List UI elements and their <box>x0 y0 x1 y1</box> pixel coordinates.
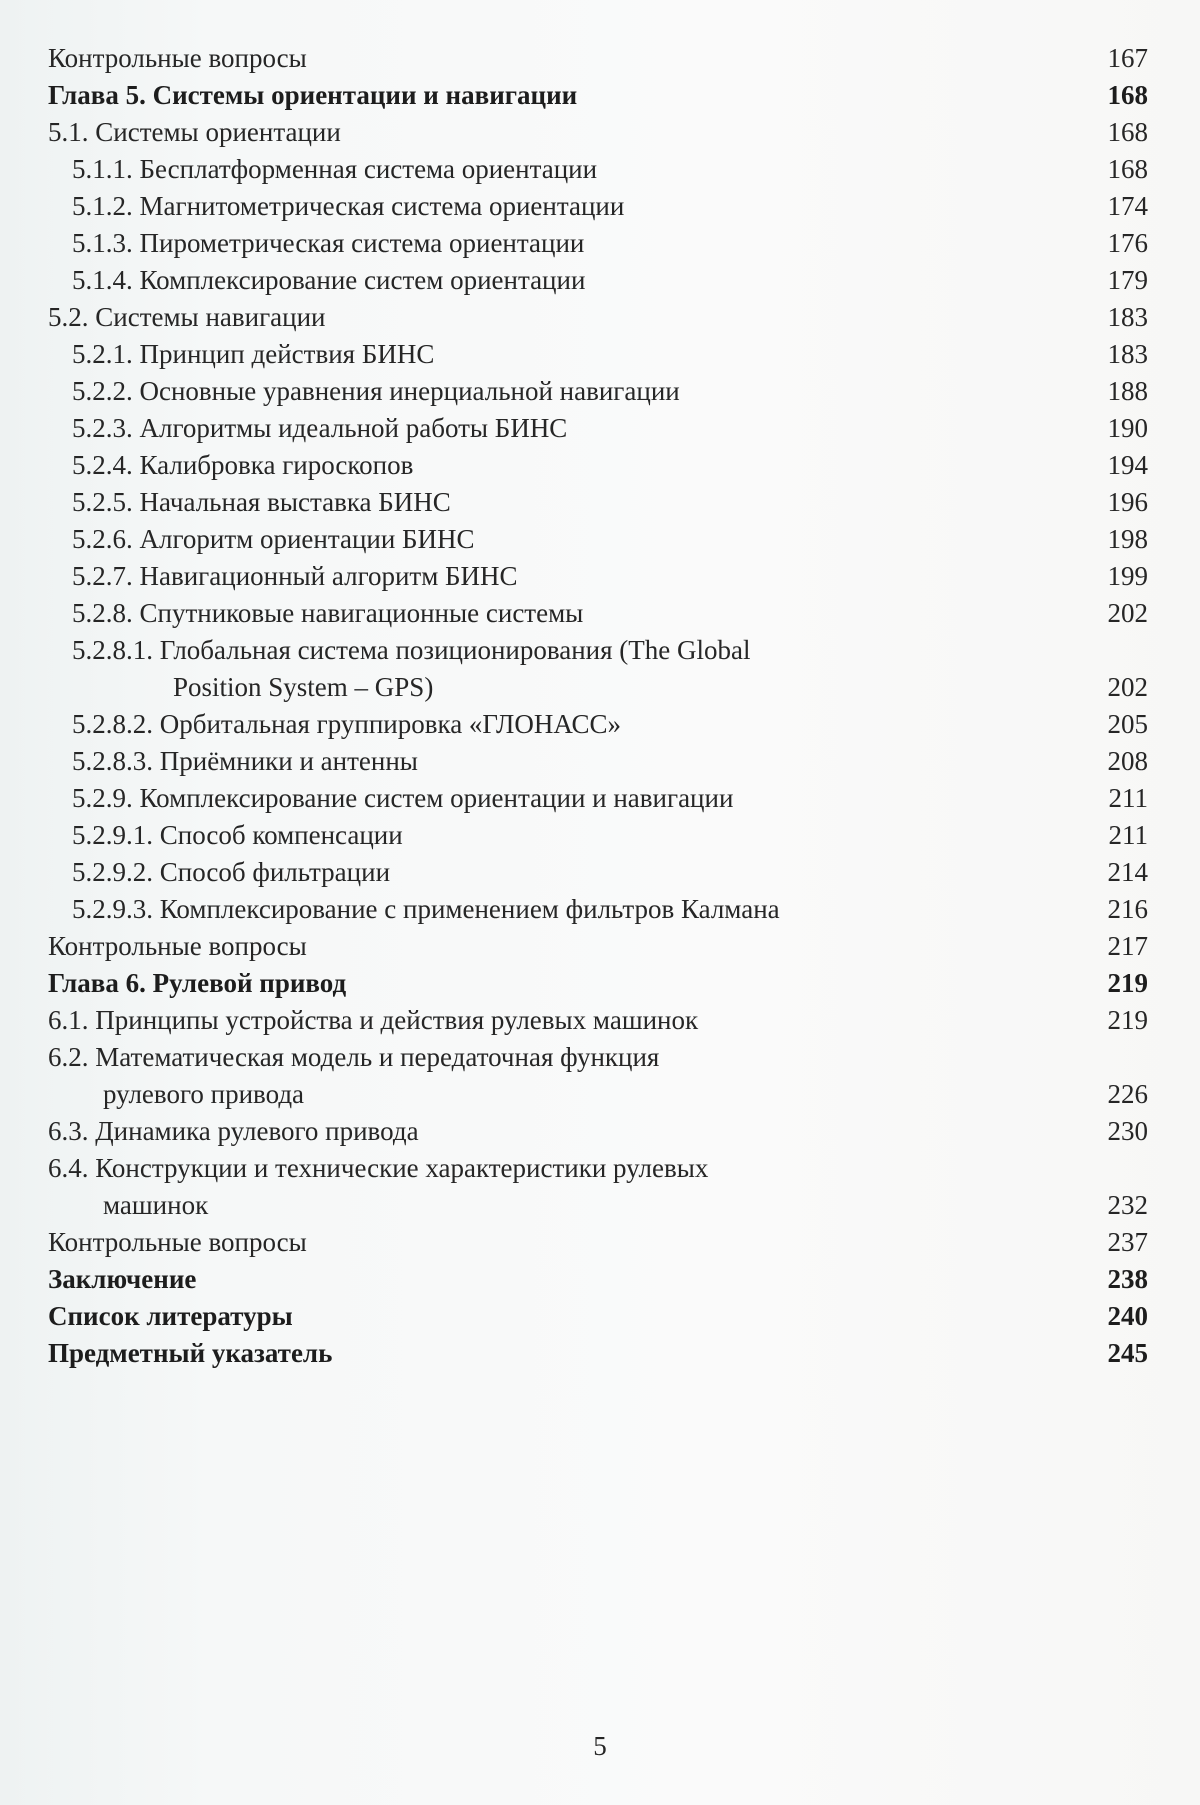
toc-entry-page: 179 <box>1107 265 1148 295</box>
toc-entry <box>48 484 1148 521</box>
toc-entry-title-continuation: машинок <box>103 1190 209 1220</box>
toc-entry-title: 5.2.9. Комплексирование систем ориентации и навигации <box>72 783 734 813</box>
toc-entry-title: Глава 5. Системы ориентации и навигации <box>48 80 578 110</box>
toc-entry-page: 237 <box>1107 1227 1148 1257</box>
toc-entry-title: Заключение <box>48 1264 197 1294</box>
toc-entry <box>48 1002 1148 1039</box>
toc-entry-page: 188 <box>1107 376 1148 406</box>
toc-entry-title: 5.2. Системы навигации <box>48 302 326 332</box>
toc-entry-title: Глава 6. Рулевой привод <box>48 968 347 998</box>
table-of-contents <box>48 40 1148 1372</box>
toc-entry-title: 6.4. Конструкции и технические характеристики рулевых <box>48 1153 709 1183</box>
toc-entry-title: 5.1.2. Магнитометрическая система ориентации <box>72 191 625 221</box>
toc-entry <box>48 1224 1148 1261</box>
toc-entry-title: 5.2.9.2. Способ фильтрации <box>72 857 391 887</box>
toc-entry <box>48 965 1148 1002</box>
toc-entry <box>48 1335 1148 1372</box>
toc-entry <box>48 743 1148 780</box>
toc-entry-title: 5.2.6. Алгоритм ориентации БИНС <box>72 524 475 554</box>
toc-entry-page: 174 <box>1107 191 1148 221</box>
toc-entry-page: 232 <box>1107 1190 1148 1220</box>
toc-entry <box>48 780 1148 817</box>
toc-entry <box>48 114 1148 151</box>
toc-entry-page: 183 <box>1107 302 1148 332</box>
toc-entry-page: 202 <box>1107 598 1148 628</box>
toc-entry <box>48 706 1148 743</box>
toc-entry-title: 5.2.7. Навигационный алгоритм БИНС <box>72 561 518 591</box>
toc-entry-page: 230 <box>1107 1116 1148 1146</box>
toc-entry-title: 6.2. Математическая модель и передаточная функция <box>48 1042 660 1072</box>
toc-entry-title: 5.2.8. Спутниковые навигационные системы <box>72 598 584 628</box>
toc-entry <box>48 817 1148 854</box>
toc-entry-page: 219 <box>1107 968 1148 998</box>
toc-entry <box>48 1261 1148 1298</box>
toc-entry <box>48 188 1148 225</box>
toc-entry <box>48 336 1148 373</box>
toc-entry-title: Контрольные вопросы <box>48 931 307 961</box>
toc-entry-page: 168 <box>1107 80 1148 110</box>
toc-entry-title: 5.2.8.3. Приёмники и антенны <box>72 746 418 776</box>
toc-entry-title: Список литературы <box>48 1301 293 1331</box>
toc-entry-page: 199 <box>1107 561 1148 591</box>
toc-entry-page: 202 <box>1107 672 1148 702</box>
toc-entry <box>48 1039 1148 1113</box>
toc-entry-title: Предметный указатель <box>48 1338 333 1368</box>
toc-entry-title: 5.2.4. Калибровка гироскопов <box>72 450 414 480</box>
toc-entry-page: 168 <box>1107 117 1148 147</box>
toc-entry-page: 245 <box>1107 1338 1148 1368</box>
toc-entry-page: 190 <box>1107 413 1148 443</box>
toc-entry-title: 6.3. Динамика рулевого привода <box>48 1116 419 1146</box>
toc-entry <box>48 410 1148 447</box>
toc-entry-title: 5.2.5. Начальная выставка БИНС <box>72 487 451 517</box>
toc-entry-page: 194 <box>1107 450 1148 480</box>
toc-entry-page: 219 <box>1107 1005 1148 1035</box>
toc-entry-title: 5.2.9.3. Комплексирование с применением фильтров Калмана <box>72 894 780 924</box>
toc-entry <box>48 373 1148 410</box>
toc-entry-title: Контрольные вопросы <box>48 1227 307 1257</box>
toc-entry-page: 198 <box>1107 524 1148 554</box>
toc-entry-title: 5.2.8.2. Орбитальная группировка «ГЛОНАСС» <box>72 709 621 739</box>
toc-entry <box>48 40 1148 77</box>
toc-entry-title: Контрольные вопросы <box>48 43 307 73</box>
toc-entry-page: 211 <box>1108 820 1148 850</box>
toc-entry-page: 183 <box>1107 339 1148 369</box>
toc-entry-page: 240 <box>1107 1301 1148 1331</box>
toc-entry-page: 196 <box>1107 487 1148 517</box>
toc-entry <box>48 891 1148 928</box>
toc-entry <box>48 225 1148 262</box>
toc-entry <box>48 521 1148 558</box>
toc-entry <box>48 1150 1148 1224</box>
toc-entry <box>48 1113 1148 1150</box>
toc-entry-title: 5.2.1. Принцип действия БИНС <box>72 339 435 369</box>
toc-entry <box>48 558 1148 595</box>
toc-entry-page: 226 <box>1107 1079 1148 1109</box>
toc-entry-title-continuation: Position System – GPS) <box>173 672 434 702</box>
toc-entry-page: 168 <box>1107 154 1148 184</box>
toc-entry-page: 208 <box>1107 746 1148 776</box>
toc-entry-page: 214 <box>1107 857 1148 887</box>
toc-entry-page: 205 <box>1107 709 1148 739</box>
toc-entry-title: 5.2.8.1. Глобальная система позиционирования (The Global <box>72 635 751 665</box>
toc-entry-page: 238 <box>1107 1264 1148 1294</box>
toc-entry <box>48 854 1148 891</box>
toc-entry-title: 5.1.3. Пирометрическая система ориентации <box>72 228 585 258</box>
toc-entry <box>48 77 1148 114</box>
toc-entry-title: 5.2.3. Алгоритмы идеальной работы БИНС <box>72 413 568 443</box>
toc-entry-page: 167 <box>1107 43 1148 73</box>
toc-entry-title: 5.1.1. Бесплатформенная система ориентации <box>72 154 598 184</box>
toc-entry-page: 211 <box>1108 783 1148 813</box>
page-number: 5 <box>593 1731 607 1761</box>
toc-entry-page: 216 <box>1107 894 1148 924</box>
toc-entry <box>48 928 1148 965</box>
toc-entry <box>48 447 1148 484</box>
toc-entry <box>48 1298 1148 1335</box>
toc-entry <box>48 632 1148 706</box>
toc-entry-title: 5.2.2. Основные уравнения инерциальной навигации <box>72 376 680 406</box>
toc-entry-title: 5.1.4. Комплексирование систем ориентации <box>72 265 586 295</box>
toc-entry <box>48 151 1148 188</box>
toc-entry-title: 5.2.9.1. Способ компенсации <box>72 820 403 850</box>
toc-entry <box>48 299 1148 336</box>
toc-entry <box>48 595 1148 632</box>
toc-entry-page: 217 <box>1107 931 1148 961</box>
toc-entry-page: 176 <box>1107 228 1148 258</box>
toc-entry <box>48 262 1148 299</box>
toc-entry-title: 5.1. Системы ориентации <box>48 117 341 147</box>
toc-entry-title-continuation: рулевого привода <box>103 1079 305 1109</box>
toc-entry-title: 6.1. Принципы устройства и действия рулевых машинок <box>48 1005 699 1035</box>
